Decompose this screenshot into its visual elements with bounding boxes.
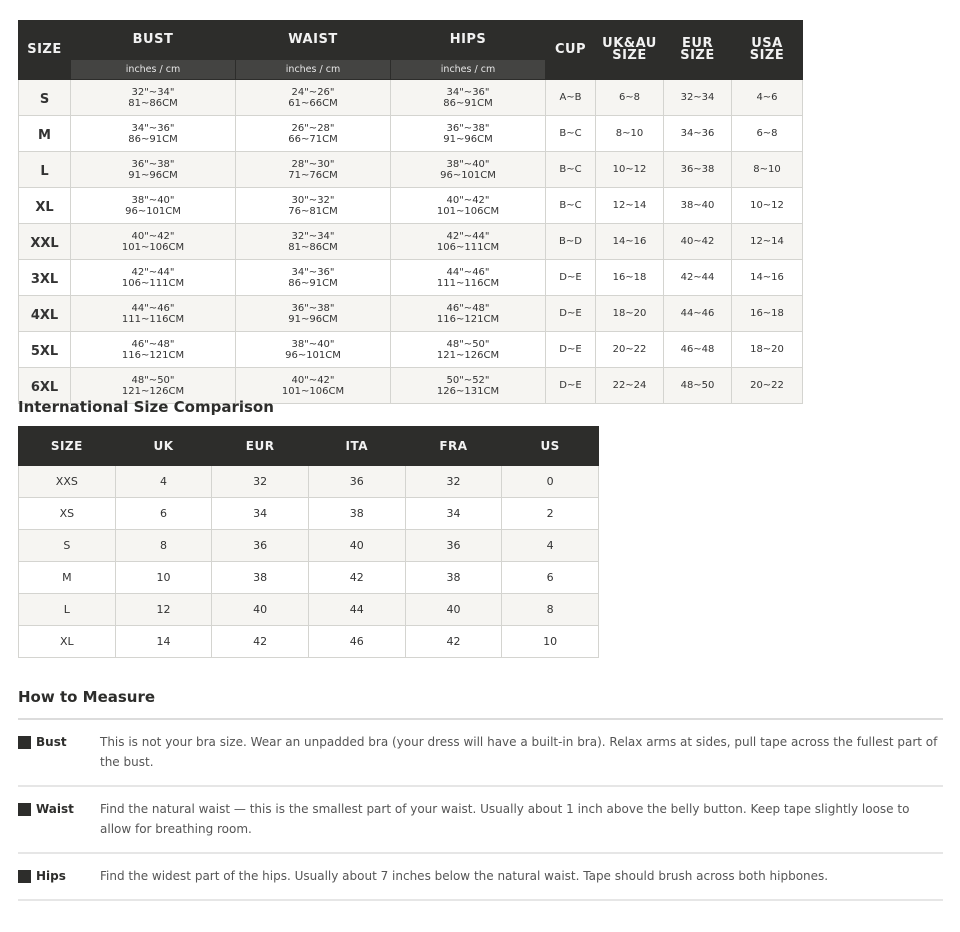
- comparison-cell: XL: [19, 626, 116, 658]
- measure-label-text: Bust: [36, 735, 67, 749]
- ukau-cell: 10~12: [596, 152, 664, 188]
- waist-cm: 71~76CM: [288, 169, 338, 181]
- eur-cell: 44~46: [664, 296, 732, 332]
- hips-inches: 50"~52": [446, 374, 490, 386]
- size-cell: XXL: [19, 224, 71, 260]
- square-bullet-icon: [18, 870, 31, 883]
- hips-inches: 36"~38": [446, 122, 490, 134]
- waist-cell: [236, 332, 391, 368]
- bust-cm: 86~91CM: [128, 133, 178, 145]
- waist-inches: 38"~40": [291, 338, 335, 350]
- table-row: [19, 188, 803, 224]
- comparison-cell: 4: [502, 530, 599, 562]
- usa-cell: 14~16: [732, 260, 803, 296]
- hips-cell: [391, 188, 546, 224]
- size-cell: M: [19, 116, 71, 152]
- bust-inches: 32"~34": [131, 86, 175, 98]
- comparison-header-cell: ITA: [308, 427, 405, 466]
- measure-item: [18, 720, 943, 787]
- waist-inches: 40"~42": [291, 374, 335, 386]
- waist-cell: [236, 296, 391, 332]
- bust-cm: 106~111CM: [121, 277, 185, 289]
- cup-cell: D~E: [546, 296, 596, 332]
- waist-cm: 91~96CM: [288, 313, 338, 325]
- comparison-cell: 8: [115, 530, 212, 562]
- hips-cm: 101~106CM: [436, 205, 500, 217]
- waist-inches: 36"~38": [291, 302, 335, 314]
- bust-inches: 40"~42": [131, 230, 175, 242]
- measure-list: [18, 718, 943, 901]
- comparison-cell: S: [19, 530, 116, 562]
- waist-cm: 81~86CM: [288, 241, 338, 253]
- header-hips: HIPS: [391, 21, 546, 60]
- comparison-cell: XS: [19, 498, 116, 530]
- hips-cell: [391, 152, 546, 188]
- waist-cell: [236, 80, 391, 116]
- bust-cell: [71, 152, 236, 188]
- comparison-cell: 6: [115, 498, 212, 530]
- size-chart-body: [19, 80, 803, 404]
- comparison-cell: 40: [212, 594, 309, 626]
- hips-inches: 40"~42": [446, 194, 490, 206]
- bust-cell: [71, 332, 236, 368]
- comparison-header-cell: EUR: [212, 427, 309, 466]
- header-usa-size: USA SIZE: [732, 21, 803, 80]
- size-cell: XL: [19, 188, 71, 224]
- hips-inches: 38"~40": [446, 158, 490, 170]
- measure-description: This is not your bra size. Wear an unpadded bra (your dress will have a built-in bra). Relax arms at sides, pull tape across the fullest part of the bust.: [100, 735, 938, 769]
- measure-item: [18, 787, 943, 854]
- cup-cell: B~C: [546, 188, 596, 224]
- comparison-cell: 38: [308, 498, 405, 530]
- waist-cell: [236, 152, 391, 188]
- table-row: [19, 80, 803, 116]
- comparison-cell: 10: [502, 626, 599, 658]
- comparison-cell: 6: [502, 562, 599, 594]
- comparison-cell: 34: [212, 498, 309, 530]
- header-eur-size: EUR SIZE: [664, 21, 732, 80]
- bust-inches: 44"~46": [131, 302, 175, 314]
- comparison-cell: 32: [405, 466, 502, 498]
- size-cell: 3XL: [19, 260, 71, 296]
- waist-inches: 34"~36": [291, 266, 335, 278]
- comparison-cell: 42: [308, 562, 405, 594]
- eur-cell: 34~36: [664, 116, 732, 152]
- waist-inches: 26"~28": [291, 122, 335, 134]
- comparison-cell: 8: [502, 594, 599, 626]
- hips-cell: [391, 80, 546, 116]
- ukau-cell: 12~14: [596, 188, 664, 224]
- hips-cell: [391, 296, 546, 332]
- comparison-cell: XXS: [19, 466, 116, 498]
- bust-inches: 38"~40": [131, 194, 175, 206]
- bust-cm: 96~101CM: [125, 205, 181, 217]
- bust-cell: [71, 296, 236, 332]
- usa-cell: 12~14: [732, 224, 803, 260]
- header-ukau-size: UK&AU SIZE: [596, 21, 664, 80]
- bust-cell: [71, 260, 236, 296]
- comparison-header-cell: SIZE: [19, 427, 116, 466]
- waist-inches: 28"~30": [291, 158, 335, 170]
- usa-cell: 6~8: [732, 116, 803, 152]
- waist-inches: 32"~34": [291, 230, 335, 242]
- table-row: [19, 260, 803, 296]
- comparison-cell: 2: [502, 498, 599, 530]
- bust-cm: 116~121CM: [121, 349, 185, 361]
- hips-cell: [391, 368, 546, 404]
- header-bust: BUST: [71, 21, 236, 60]
- measure-item: [18, 854, 943, 901]
- measure-description: Find the natural waist — this is the smallest part of your waist. Usually about 1 inch above the belly button. Keep tape slightly loose to allow for breathing room.: [100, 802, 910, 836]
- comparison-cell: 38: [405, 562, 502, 594]
- comparison-cell: 10: [115, 562, 212, 594]
- hips-cm: 86~91CM: [443, 97, 493, 109]
- table-row: [19, 626, 599, 658]
- hips-cell: [391, 224, 546, 260]
- square-bullet-icon: [18, 736, 31, 749]
- measure-label: [18, 866, 100, 886]
- square-bullet-icon: [18, 803, 31, 816]
- waist-cell: [236, 116, 391, 152]
- comparison-cell: 32: [212, 466, 309, 498]
- unit-waist: inches / cm: [236, 60, 391, 80]
- bust-inches: 48"~50": [131, 374, 175, 386]
- eur-cell: 36~38: [664, 152, 732, 188]
- cup-cell: B~C: [546, 116, 596, 152]
- eur-cell: 48~50: [664, 368, 732, 404]
- comparison-cell: 42: [405, 626, 502, 658]
- header-cup: CUP: [546, 21, 596, 80]
- size-chart-table: [18, 20, 803, 404]
- eur-cell: 40~42: [664, 224, 732, 260]
- eur-cell: 38~40: [664, 188, 732, 224]
- measure-label: [18, 732, 100, 772]
- measure-label-text: Waist: [36, 802, 74, 816]
- comparison-header-row: [19, 427, 599, 466]
- waist-cell: [236, 224, 391, 260]
- table-row: [19, 498, 599, 530]
- measure-title: How to Measure: [18, 688, 156, 706]
- hips-cm: 116~121CM: [436, 313, 500, 325]
- hips-cell: [391, 116, 546, 152]
- measure-description: Find the widest part of the hips. Usually about 7 inches below the natural waist. Tape should brush across both hipbones.: [100, 869, 829, 883]
- comparison-header-cell: FRA: [405, 427, 502, 466]
- usa-cell: 20~22: [732, 368, 803, 404]
- hips-cm: 126~131CM: [436, 385, 500, 397]
- comparison-cell: 34: [405, 498, 502, 530]
- table-row: [19, 332, 803, 368]
- waist-cell: [236, 260, 391, 296]
- comparison-cell: 12: [115, 594, 212, 626]
- waist-inches: 24"~26": [291, 86, 335, 98]
- comparison-cell: 4: [115, 466, 212, 498]
- table-row: [19, 152, 803, 188]
- cup-cell: D~E: [546, 260, 596, 296]
- cup-cell: B~C: [546, 152, 596, 188]
- size-cell: L: [19, 152, 71, 188]
- bust-inches: 36"~38": [131, 158, 175, 170]
- comparison-cell: 36: [308, 466, 405, 498]
- table-row: [19, 594, 599, 626]
- bust-cm: 111~116CM: [121, 313, 185, 325]
- bust-cell: [71, 80, 236, 116]
- unit-hips: inches / cm: [391, 60, 546, 80]
- bust-cell: [71, 188, 236, 224]
- comparison-table: [18, 426, 599, 658]
- bust-inches: 46"~48": [131, 338, 175, 350]
- bust-cm: 91~96CM: [128, 169, 178, 181]
- ukau-cell: 20~22: [596, 332, 664, 368]
- table-row: [19, 296, 803, 332]
- hips-cm: 111~116CM: [436, 277, 500, 289]
- ukau-cell: 6~8: [596, 80, 664, 116]
- comparison-cell: 14: [115, 626, 212, 658]
- comparison-cell: 40: [308, 530, 405, 562]
- hips-inches: 34"~36": [446, 86, 490, 98]
- table-row: [19, 530, 599, 562]
- size-cell: 5XL: [19, 332, 71, 368]
- ukau-cell: 16~18: [596, 260, 664, 296]
- measure-label-text: Hips: [36, 869, 66, 883]
- hips-cm: 96~101CM: [440, 169, 496, 181]
- hips-inches: 42"~44": [446, 230, 490, 242]
- comparison-cell: 36: [405, 530, 502, 562]
- waist-cm: 86~91CM: [288, 277, 338, 289]
- table-row: [19, 466, 599, 498]
- ukau-cell: 18~20: [596, 296, 664, 332]
- waist-inches: 30"~32": [291, 194, 335, 206]
- waist-cell: [236, 188, 391, 224]
- eur-cell: 46~48: [664, 332, 732, 368]
- header-size: SIZE: [19, 21, 71, 80]
- cup-cell: B~D: [546, 224, 596, 260]
- table-row: [19, 562, 599, 594]
- ukau-cell: 22~24: [596, 368, 664, 404]
- bust-inches: 42"~44": [131, 266, 175, 278]
- table-row: [19, 224, 803, 260]
- hips-cm: 121~126CM: [436, 349, 500, 361]
- cup-cell: D~E: [546, 332, 596, 368]
- bust-cell: [71, 116, 236, 152]
- comparison-body: [19, 466, 599, 658]
- comparison-cell: 44: [308, 594, 405, 626]
- comparison-cell: 38: [212, 562, 309, 594]
- usa-cell: 10~12: [732, 188, 803, 224]
- cup-cell: D~E: [546, 368, 596, 404]
- waist-cm: 101~106CM: [281, 385, 345, 397]
- comparison-cell: M: [19, 562, 116, 594]
- waist-cm: 61~66CM: [288, 97, 338, 109]
- comparison-cell: 0: [502, 466, 599, 498]
- waist-cm: 66~71CM: [288, 133, 338, 145]
- comparison-title: International Size Comparison: [18, 398, 274, 416]
- header-waist: WAIST: [236, 21, 391, 60]
- usa-cell: 16~18: [732, 296, 803, 332]
- comparison-cell: 36: [212, 530, 309, 562]
- hips-cell: [391, 260, 546, 296]
- waist-cm: 96~101CM: [285, 349, 341, 361]
- cup-cell: A~B: [546, 80, 596, 116]
- bust-inches: 34"~36": [131, 122, 175, 134]
- measure-label: [18, 799, 100, 839]
- ukau-cell: 8~10: [596, 116, 664, 152]
- hips-inches: 48"~50": [446, 338, 490, 350]
- bust-cm: 81~86CM: [128, 97, 178, 109]
- bust-cell: [71, 224, 236, 260]
- unit-bust: inches / cm: [71, 60, 236, 80]
- comparison-header-cell: US: [502, 427, 599, 466]
- ukau-cell: 14~16: [596, 224, 664, 260]
- size-cell: S: [19, 80, 71, 116]
- size-cell: 4XL: [19, 296, 71, 332]
- comparison-cell: 46: [308, 626, 405, 658]
- hips-cm: 106~111CM: [436, 241, 500, 253]
- hips-cell: [391, 332, 546, 368]
- size-cell: 6XL: [19, 368, 71, 404]
- bust-cm: 121~126CM: [121, 385, 185, 397]
- comparison-header-cell: UK: [115, 427, 212, 466]
- comparison-cell: 40: [405, 594, 502, 626]
- comparison-cell: L: [19, 594, 116, 626]
- usa-cell: 18~20: [732, 332, 803, 368]
- hips-inches: 44"~46": [446, 266, 490, 278]
- hips-cm: 91~96CM: [443, 133, 493, 145]
- table-row: [19, 116, 803, 152]
- bust-cm: 101~106CM: [121, 241, 185, 253]
- eur-cell: 32~34: [664, 80, 732, 116]
- usa-cell: 8~10: [732, 152, 803, 188]
- comparison-cell: 42: [212, 626, 309, 658]
- waist-cm: 76~81CM: [288, 205, 338, 217]
- eur-cell: 42~44: [664, 260, 732, 296]
- usa-cell: 4~6: [732, 80, 803, 116]
- hips-inches: 46"~48": [446, 302, 490, 314]
